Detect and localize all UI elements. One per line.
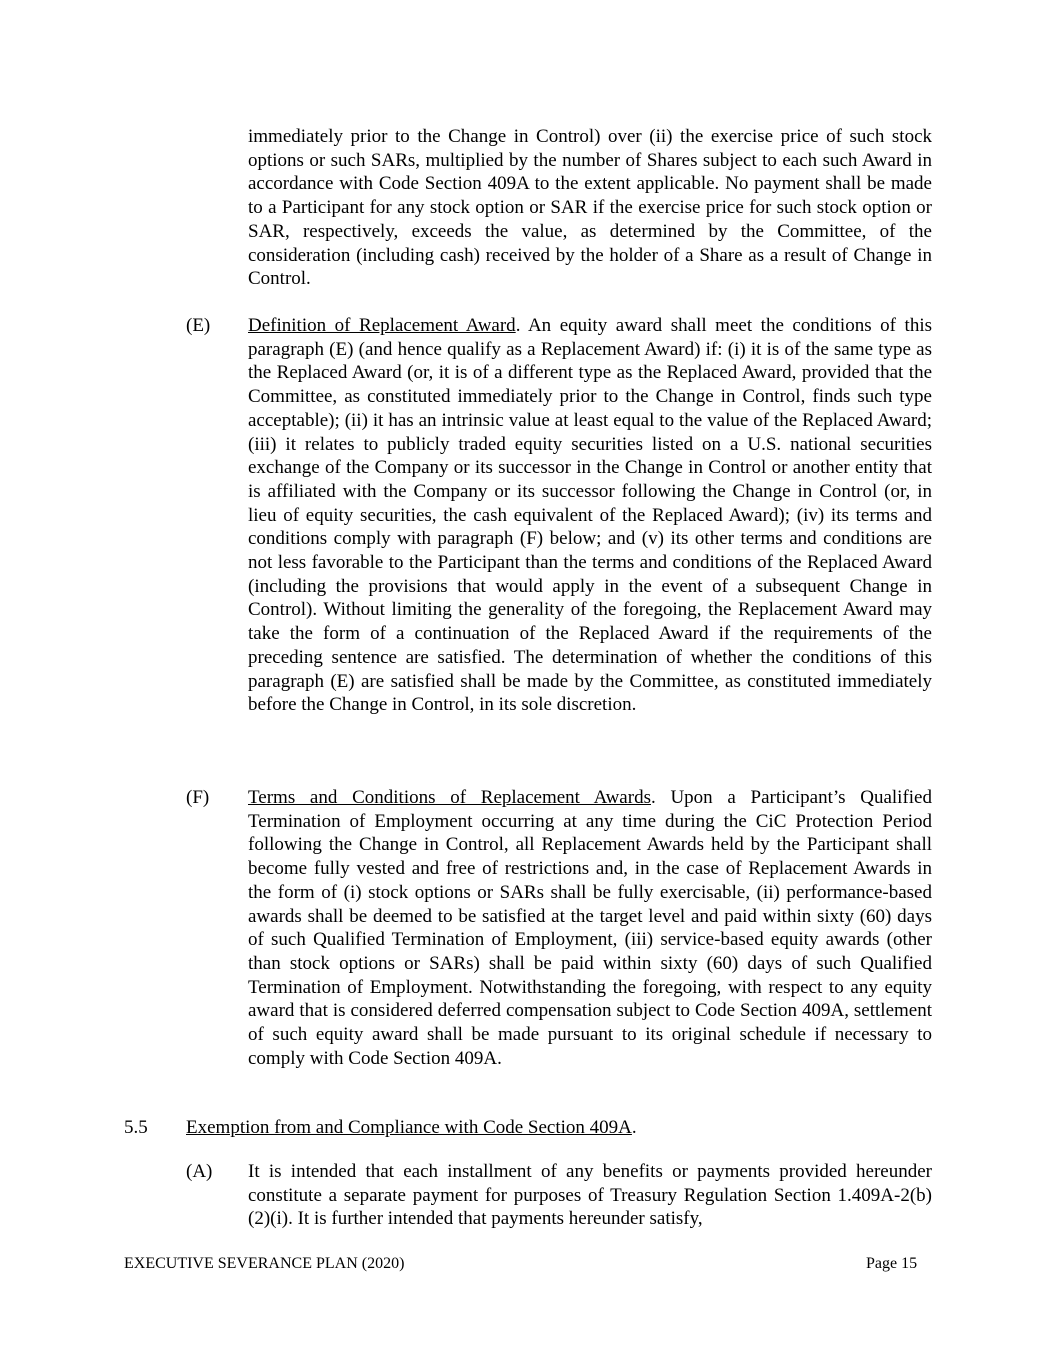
- continued-paragraph: immediately prior to the Change in Control) over (ii) the exercise price of such stock options or such SARs, multiplied by the number of Shares subject to each such Award in accordance with Code Section 409A to the extent applicable. No payment shall be made to a Participant for any stock option or SAR if the exercise price for such stock option or SAR, respectively, exceeds the value, as determined by the Committee, of the consideration (including cash) received by the holder of a Share as a result of Change in Control.: [248, 126, 932, 290]
- section-heading-line: [186, 1116, 637, 1140]
- paragraph-f-label: (F): [186, 787, 210, 808]
- paragraph-f-body: . Upon a Participant’s Qualified Termination of Employment occurring at any time during the CiC Protection Period following the Change in Control, all Replacement Awards held by the Participant shall become fully vested and free of restrictions and, in the case of Replacement Awards in the form of (i) stock options or SARs shall be fully exercisable, (ii) performance-based awards shall be deemed to be satisfied at the target level and paid within sixty (60) days of such Qualified Termination of Employment, (iii) service-based equity awards (other than stock options or SARs) shall be paid within sixty (60) days of such Qualified Termination of Employment. Notwithstanding the foregoing, with respect to any equity award that is considered deferred compensation subject to Code Section 409A, settlement of such equity award shall be made pursuant to its original schedule if necessary to comply with Code Section 409A.: [248, 787, 932, 1069]
- paragraph-e-body: . An equity award shall meet the conditions of this paragraph (E) (and hence qualify as a Replacement Award) if: (i) it is of the same type as the Replaced Award (or, it is of a different type as the Replaced Award, provided that the Committee, as constituted immediately prior to the Change in Control, finds such type acceptable); (ii) it has an intrinsic value at least equal to the value of the Replaced Award; (iii) it relates to publicly traded equity securities listed on a U.S. national securities exchange of the Company or its successor in the Change in Control or another entity that is affiliated with the Company or its successor following the Change in Control (or, in lieu of equity securities, the cash equivalent of the Replaced Award); (iv) its terms and conditions comply with paragraph (F) below; and (v) its other terms and conditions are not less favorable to the Participant than the terms and conditions of the Replaced Award (including the provisions that would apply in the event of a subsequent Change in Control). Without limiting the generality of the foregoing, the Replacement Award may take the form of a continuation of the Replaced Award if the requirements of the preceding sentence are satisfied. The determination of whether the conditions of this paragraph (E) are satisfied shall be made by the Committee, as constituted immediately before the Change in Control, in its sole discretion.: [248, 315, 932, 716]
- section-heading: Exemption from and Compliance with Code Section 409A: [186, 1117, 632, 1138]
- paragraph-e-heading: Definition of Replacement Award: [248, 315, 516, 336]
- paragraph-a-label: (A): [186, 1161, 213, 1182]
- paragraph-f-heading: Terms and Conditions of Replacement Awards: [248, 787, 651, 808]
- section-number: 5.5: [124, 1117, 148, 1138]
- paragraph-f: [248, 786, 932, 1070]
- paragraph-a: It is intended that each installment of any benefits or payments provided hereunder constitute a separate payment for purposes of Treasury Regulation Section 1.409A-2(b)(2)(i). It is further intended that payments hereunder satisfy,: [248, 1161, 932, 1230]
- paragraph-e-label: (E): [186, 315, 211, 336]
- page-number: Page 15: [866, 1255, 918, 1272]
- footer-title: EXECUTIVE SEVERANCE PLAN (2020): [124, 1255, 405, 1272]
- section-heading-tail: .: [631, 1117, 637, 1138]
- paragraph-e: [248, 314, 932, 717]
